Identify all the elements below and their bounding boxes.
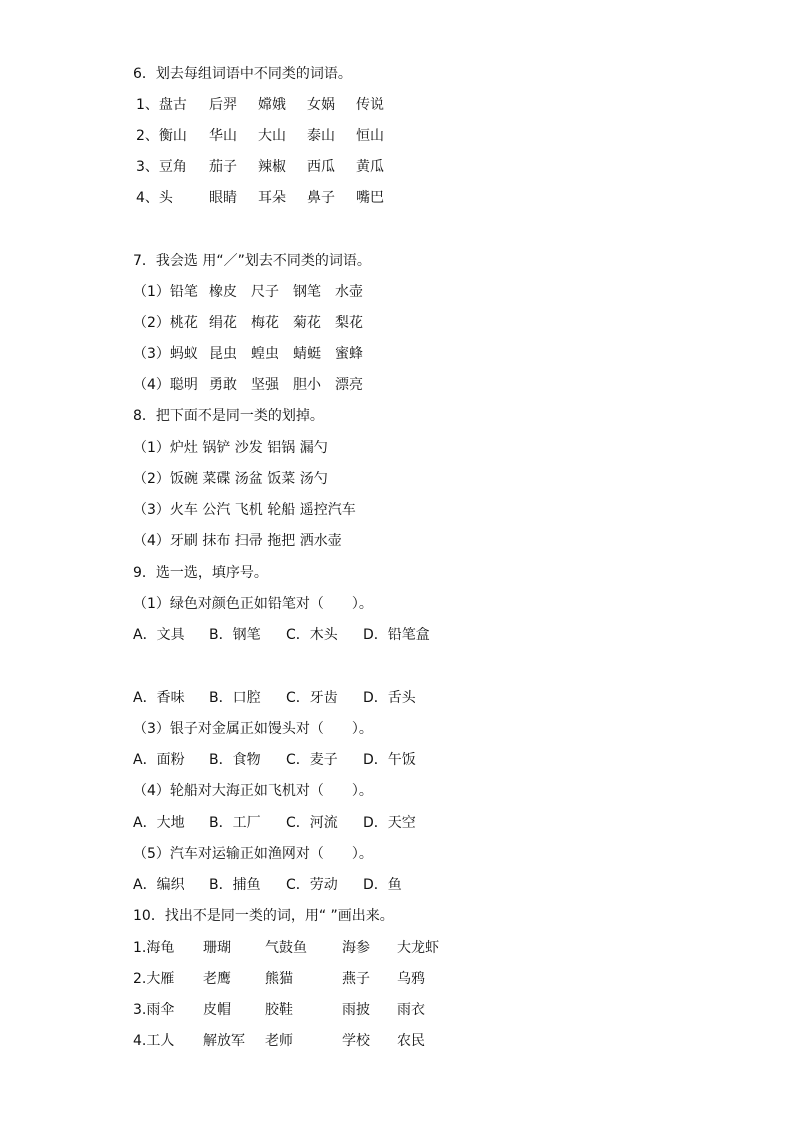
word: 茄子 [209,159,237,175]
word: 钢笔 [293,284,321,300]
word: 雨披 [342,1002,370,1018]
word: 2.大雁 [133,971,175,987]
option-a: A．面粉 [133,752,185,768]
option-a: A．编织 [133,877,185,893]
word: 农民 [397,1033,425,1049]
option-a: A．香味 [133,690,185,706]
word: 菊花 [293,315,321,331]
question-10-title: 10．找出不是同一类的词，用“ ”画出来。 [133,908,394,924]
option-d: D．鱼 [363,877,402,893]
word: 蜻蜓 [293,346,321,362]
word: 水壶 [335,284,363,300]
question-6-title: 6．划去每组词语中不同类的词语。 [133,66,352,82]
word: 海参 [342,940,370,956]
word: 雨衣 [397,1002,425,1018]
word: （3）蚂蚁 [133,346,198,362]
word: 坚强 [251,377,279,393]
question-8-row-3: （3）火车 公汽 飞机 轮船 遥控汽车 [133,502,356,518]
word: 解放军 [203,1033,245,1049]
word: 燕子 [342,971,370,987]
word: 恒山 [356,128,384,144]
word: 嫦娥 [258,97,286,113]
question-9-item-5-stem: （5）汽车对运输正如渔网对（ ）。 [133,846,373,862]
word: 华山 [209,128,237,144]
question-9-item-4-stem: （4）轮船对大海正如飞机对（ ）。 [133,783,373,799]
option-d: D．天空 [363,815,416,831]
word: （4）聪明 [133,377,198,393]
option-c: C．麦子 [286,752,338,768]
word: 胆小 [293,377,321,393]
option-c: C．劳动 [286,877,338,893]
option-a: A．大地 [133,815,185,831]
word: 皮帽 [203,1002,231,1018]
word: 西瓜 [307,159,335,175]
option-b: B．食物 [209,752,261,768]
word: 蝗虫 [251,346,279,362]
word: 眼睛 [209,190,237,206]
word: 乌鸦 [397,971,425,987]
word: 学校 [342,1033,370,1049]
word: 3、豆角 [136,159,187,175]
word: 梨花 [335,315,363,331]
option-d: D．舌头 [363,690,416,706]
question-8-title: 8．把下面不是同一类的划掉。 [133,408,324,424]
word: 女娲 [307,97,335,113]
word: 3.雨伞 [133,1002,175,1018]
word: 1、盘古 [136,97,187,113]
word: 2、衡山 [136,128,187,144]
word: 鼻子 [307,190,335,206]
word: 气鼓鱼 [265,940,307,956]
word: 昆虫 [209,346,237,362]
word: 漂亮 [335,377,363,393]
word: 勇敢 [209,377,237,393]
word: 老鹰 [203,971,231,987]
option-b: B．口腔 [209,690,261,706]
question-9-item-1-stem: （1）绿色对颜色正如铅笔对（ ）。 [133,596,373,612]
word: 橡皮 [209,284,237,300]
option-c: C．木头 [286,627,338,643]
question-8-row-2: （2）饭碗 菜碟 汤盆 饭菜 汤勺 [133,471,328,487]
word: 后羿 [209,97,237,113]
word: 嘴巴 [356,190,384,206]
word: 传说 [356,97,384,113]
word: （1）铅笔 [133,284,198,300]
option-b: B．工厂 [209,815,261,831]
option-d: D．铅笔盒 [363,627,430,643]
word: 尺子 [251,284,279,300]
word: 4.工人 [133,1033,175,1049]
word: 4、头 [136,190,173,206]
word: 黄瓜 [356,159,384,175]
question-8-row-4: （4）牙刷 抹布 扫帚 拖把 洒水壶 [133,533,342,549]
word: 老师 [265,1033,293,1049]
word: 蜜蜂 [335,346,363,362]
word: 泰山 [307,128,335,144]
word: 熊猫 [265,971,293,987]
word: 绢花 [209,315,237,331]
word: 1.海龟 [133,940,175,956]
question-7-title: 7．我会选 用“／”划去不同类的词语。 [133,253,371,269]
option-a: A．文具 [133,627,185,643]
option-c: C．河流 [286,815,338,831]
word: 大龙虾 [397,940,439,956]
word: 大山 [258,128,286,144]
question-9-item-3-stem: （3）银子对金属正如馒头对（ ）。 [133,721,373,737]
word: 辣椒 [258,159,286,175]
option-c: C．牙齿 [286,690,338,706]
word: 胶鞋 [265,1002,293,1018]
option-d: D．午饭 [363,752,416,768]
option-b: B．捕鱼 [209,877,261,893]
word: 耳朵 [258,190,286,206]
question-9-title: 9．选一选，填序号。 [133,565,268,581]
word: 珊瑚 [203,940,231,956]
question-8-row-1: （1）炉灶 锅铲 沙发 铝锅 漏勺 [133,440,328,456]
word: （2）桃花 [133,315,198,331]
word: 梅花 [251,315,279,331]
option-b: B．钢笔 [209,627,261,643]
